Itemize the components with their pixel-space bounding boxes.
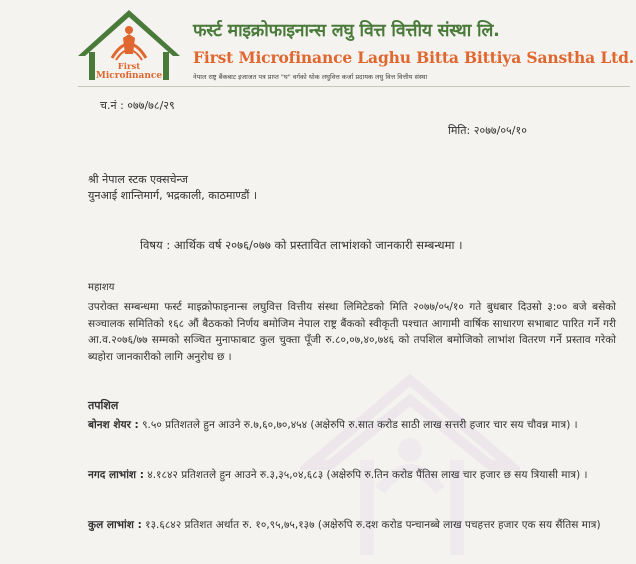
dividend-item-bonus	[88, 415, 616, 436]
dividend-item-label: कुल लाभांश :	[88, 519, 142, 531]
dividend-item-label: बोनश शेयर :	[88, 419, 139, 431]
dividend-item-text: १३.६८४२ प्रतिशत अर्थात रु. १०,९५,७५,१३७ (अक्षेरुपि रु.दश करोड पन्चानब्बे लाख पचहत्तर हजार एक सय सैंतिस मात्र)	[145, 519, 601, 531]
logo-label	[84, 63, 174, 81]
details-heading: तपशिल	[88, 399, 119, 412]
company-name-english: First Microfinance Laghu Bitta Bittiya Sanstha Ltd.	[193, 48, 635, 67]
dividend-item-text: ९.५० प्रतिशतले हुन आउने रु.७,६०,७०,४५४ (अक्षेरुपि रु.सात करोड साठी लाख सत्तरी हजार चार सय चौवन्न मात्र) ।	[142, 419, 578, 431]
company-tagline: नेपाल राष्ट्र बैंकबाट इजाजत पत्र प्राप्त "घ" वर्गको थोक लघुवित्त कर्जा प्रदायक लघु वित्त वित्तीय संस्था	[193, 73, 428, 81]
dividend-item-cash	[88, 465, 616, 486]
logo-label-line2: Microfinance	[95, 71, 163, 81]
reference-number: च.नं : ०७७/७८/२९	[100, 99, 175, 112]
dividend-item-text: ४.१८४२ प्रतिशतले हुन आउने रु.३,३५,०४,६८३ (अक्षेरुपि रु.तिन करोड पैंतिस लाख चार हजार छ सय त्रियासी मात्र) ।	[147, 469, 588, 481]
dividend-item-total	[88, 515, 616, 536]
company-name-nepali: फर्स्ट माइक्रोफाइनान्स लघु वित्त वित्तीय संस्था लि.	[193, 21, 500, 41]
recipient-address: युनआई शान्तिमार्ग, भद्रकाली, काठमाण्डौं ।	[88, 189, 257, 202]
dividend-item-label: नगद लाभांश :	[88, 469, 144, 481]
logo-label-line1: First	[117, 62, 141, 72]
salutation: महाशय	[88, 282, 115, 293]
letter-date: मिति: २०७७/०५/१०	[448, 124, 527, 137]
recipient-name: श्री नेपाल स्टक एक्सचेन्ज	[88, 173, 188, 186]
letter-subject: विषय : आर्थिक वर्ष २०७६/०७७ को प्रस्तावित लाभांशको जानकारी सम्बन्धमा ।	[140, 238, 463, 252]
header-divider	[78, 86, 630, 87]
letter-body: उपरोक्त सम्बन्धमा फर्स्ट माइक्रोफाइनान्स लघुवित्त वित्तीय संस्था लिमिटेडको मिति २०७७/०५/१० गते बुधबार दिउसो ३:०० बजे बसेको सञ्चालक समितिको १६८ औं बैठकको निर्णय बमोजिम नेपाल राष्ट्र बैंकको स्वीकृती पश्चात आगामी वार्षिक साधारण सभाबाट पारित गर्ने गरी आ.व.२०७६/७७ सम्मको सञ्चित मुनाफाबाट कुल चुक्ता पूँजी रु.८०,०७,४०,७४६ को तपशिल बमोजिको लाभांश वितरण गर्ने प्रस्ताव गरेको ब्यहोरा जानकारीको लागि अनुरोध छ ।	[88, 301, 616, 363]
